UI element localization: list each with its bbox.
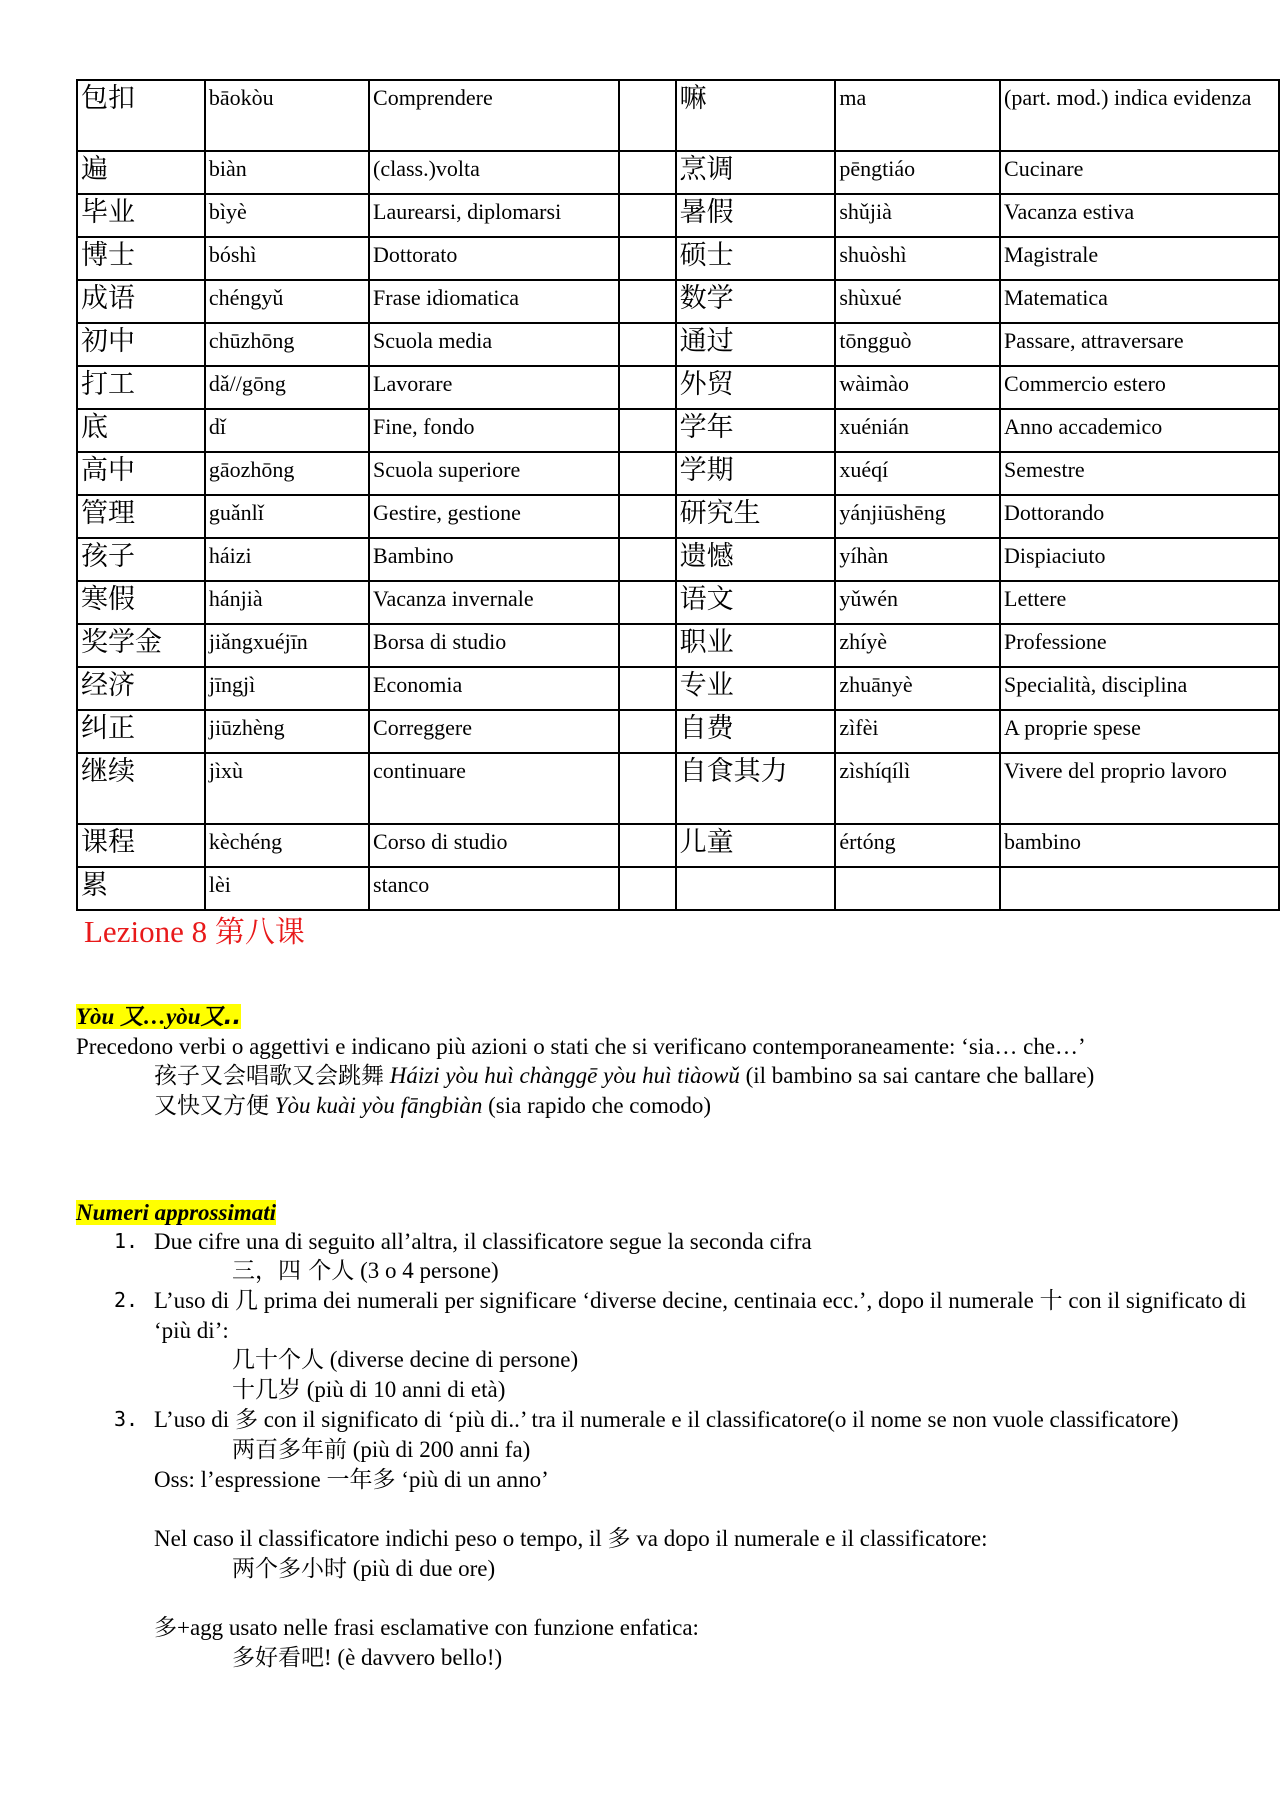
pinyin-cell: bìyè — [205, 194, 369, 237]
pinyin-cell: zhuānyè — [835, 667, 1000, 710]
meaning-cell: Corso di studio — [369, 824, 619, 867]
pinyin-cell: hánjià — [205, 581, 369, 624]
list-item: 1. Due cifre una di seguito all’altra, il classificatore segue la seconda cifra — [114, 1229, 812, 1254]
example-sentence: 两百多年前 (più di 200 anni fa) — [232, 1437, 531, 1463]
table-row — [77, 710, 1279, 753]
pinyin-cell: háizi — [205, 538, 369, 581]
pinyin-cell: tōngguò — [835, 323, 1000, 366]
hanzi-cell: 外贸 — [676, 366, 836, 409]
pinyin-cell: zìfèi — [835, 710, 1000, 753]
pinyin-cell: xuéqí — [835, 452, 1000, 495]
spacer-cell — [619, 237, 676, 280]
example-sentence: 三，四 个人 (3 o 4 persone) — [232, 1258, 499, 1284]
list-item: 3. L’uso di 多 con il significato di ‘più di..’ tra il numerale e il classificatore(o il nome se non vuole classificatore) — [114, 1407, 1179, 1433]
hanzi-cell: 奖学金 — [77, 624, 205, 667]
pinyin-cell: bāokòu — [205, 80, 369, 151]
pinyin-cell: dǐ — [205, 409, 369, 452]
spacer-cell — [619, 409, 676, 452]
table-row — [77, 194, 1279, 237]
table-row — [77, 753, 1279, 824]
section-text: Precedono verbi o aggettivi e indicano più azioni o stati che si verificano contemporaneamente: ‘sia… che…’ — [76, 1034, 1086, 1059]
pinyin-cell: shǔjià — [835, 194, 1000, 237]
example-sentence: 又快又方便 Yòu kuài yòu fāngbiàn (sia rapido che comodo) — [154, 1093, 712, 1119]
meaning-cell: Lettere — [1000, 581, 1279, 624]
meaning-cell: continuare — [369, 753, 619, 824]
pinyin-cell: yánjiūshēng — [835, 495, 1000, 538]
hanzi-cell: 职业 — [676, 624, 836, 667]
hanzi-cell: 自食其力 — [676, 753, 836, 824]
section-numeri — [76, 1198, 1256, 1673]
hanzi-cell: 寒假 — [77, 581, 205, 624]
meaning-cell: Bambino — [369, 538, 619, 581]
example-sentence: 十几岁 (più di 10 anni di età) — [232, 1377, 506, 1403]
section-header-numeri: Numeri approssimati — [76, 1200, 277, 1225]
hanzi-cell: 经济 — [77, 667, 205, 710]
spacer-cell — [619, 452, 676, 495]
table-row — [77, 323, 1279, 366]
meaning-cell — [1000, 867, 1279, 910]
pinyin-cell: zhíyè — [835, 624, 1000, 667]
meaning-cell: Dottorando — [1000, 495, 1279, 538]
hanzi-cell: 烹调 — [676, 151, 836, 194]
meaning-cell: Anno accademico — [1000, 409, 1279, 452]
pinyin-cell: chéngyǔ — [205, 280, 369, 323]
pinyin-cell: guǎnlǐ — [205, 495, 369, 538]
spacer-cell — [619, 538, 676, 581]
meaning-cell: Semestre — [1000, 452, 1279, 495]
meaning-cell: Commercio estero — [1000, 366, 1279, 409]
spacer-cell — [619, 151, 676, 194]
meaning-cell: Comprendere — [369, 80, 619, 151]
meaning-cell: Vacanza invernale — [369, 581, 619, 624]
meaning-cell: Cucinare — [1000, 151, 1279, 194]
hanzi-cell: 继续 — [77, 753, 205, 824]
table-row — [77, 624, 1279, 667]
hanzi-cell: 遍 — [77, 151, 205, 194]
hanzi-cell: 自费 — [676, 710, 836, 753]
pinyin-cell: dǎ//gōng — [205, 366, 369, 409]
example-sentence: 两个多小时 (più di due ore) — [232, 1556, 496, 1582]
hanzi-cell: 纠正 — [77, 710, 205, 753]
pinyin-cell: lèi — [205, 867, 369, 910]
pinyin-cell: pēngtiáo — [835, 151, 1000, 194]
pinyin-cell: yíhàn — [835, 538, 1000, 581]
hanzi-cell: 学期 — [676, 452, 836, 495]
meaning-cell: Frase idiomatica — [369, 280, 619, 323]
spacer-cell — [619, 366, 676, 409]
pinyin-cell: jīngjì — [205, 667, 369, 710]
meaning-cell: Matematica — [1000, 280, 1279, 323]
meaning-cell: Specialità, disciplina — [1000, 667, 1279, 710]
table-row — [77, 867, 1279, 910]
spacer-cell — [619, 753, 676, 824]
hanzi-cell — [676, 867, 836, 910]
meaning-cell: Scuola media — [369, 323, 619, 366]
hanzi-cell: 底 — [77, 409, 205, 452]
pinyin-cell: yǔwén — [835, 581, 1000, 624]
meaning-cell: Correggere — [369, 710, 619, 753]
spacer-cell — [619, 323, 676, 366]
meaning-cell: Dottorato — [369, 237, 619, 280]
spacer-cell — [619, 495, 676, 538]
table-row — [77, 495, 1279, 538]
example-sentence: 几十个人 (diverse decine di persone) — [232, 1347, 579, 1373]
table-row — [77, 151, 1279, 194]
pinyin-cell: zìshíqílì — [835, 753, 1000, 824]
spacer-cell — [619, 867, 676, 910]
pinyin-cell: chūzhōng — [205, 323, 369, 366]
hanzi-cell: 通过 — [676, 323, 836, 366]
spacer-cell — [619, 80, 676, 151]
pinyin-cell: gāozhōng — [205, 452, 369, 495]
hanzi-cell: 管理 — [77, 495, 205, 538]
hanzi-cell: 孩子 — [77, 538, 205, 581]
spacer-cell — [619, 280, 676, 323]
meaning-cell: A proprie spese — [1000, 710, 1279, 753]
meaning-cell: Vacanza estiva — [1000, 194, 1279, 237]
meaning-cell: Scuola superiore — [369, 452, 619, 495]
meaning-cell: Lavorare — [369, 366, 619, 409]
hanzi-cell: 包扣 — [77, 80, 205, 151]
spacer-cell — [619, 710, 676, 753]
pinyin-cell: shùxué — [835, 280, 1000, 323]
hanzi-cell: 专业 — [676, 667, 836, 710]
pinyin-cell: kèchéng — [205, 824, 369, 867]
meaning-cell: Laurearsi, diplomarsi — [369, 194, 619, 237]
meaning-cell: Vivere del proprio lavoro — [1000, 753, 1279, 824]
pinyin-cell: xuénián — [835, 409, 1000, 452]
hanzi-cell: 研究生 — [676, 495, 836, 538]
hanzi-cell: 语文 — [676, 581, 836, 624]
spacer-cell — [619, 624, 676, 667]
observation: Oss: l’espressione 一年多 ‘più di un anno’ — [154, 1467, 549, 1493]
section-header-you-you: Yòu 又…yòu又.. — [76, 1004, 242, 1030]
table-row — [77, 80, 1279, 151]
meaning-cell: Gestire, gestione — [369, 495, 619, 538]
hanzi-cell: 博士 — [77, 237, 205, 280]
pinyin-cell: shuòshì — [835, 237, 1000, 280]
meaning-cell: stanco — [369, 867, 619, 910]
hanzi-cell: 课程 — [77, 824, 205, 867]
pinyin-cell: értóng — [835, 824, 1000, 867]
list-item: 2. L’uso di 几 prima dei numerali per significare ‘diverse decine, centinaia ecc.’, dopo il numerale 十 con il significato di ‘più di’: — [114, 1288, 1247, 1343]
hanzi-cell: 暑假 — [676, 194, 836, 237]
example-sentence: 孩子又会唱歌又会跳舞 Háizi yòu huì chànggē yòu huì tiàowǔ (il bambino sa sai cantare che ballare) — [154, 1063, 1095, 1089]
pinyin-cell: biàn — [205, 151, 369, 194]
hanzi-cell: 学年 — [676, 409, 836, 452]
exclamative-note: 多+agg usato nelle frasi esclamative con funzione enfatica: — [154, 1615, 699, 1641]
spacer-cell — [619, 824, 676, 867]
table-row — [77, 366, 1279, 409]
vocabulary-table — [76, 79, 1280, 911]
meaning-cell: Borsa di studio — [369, 624, 619, 667]
hanzi-cell: 数学 — [676, 280, 836, 323]
spacer-cell — [619, 194, 676, 237]
spacer-cell — [619, 667, 676, 710]
pinyin-cell: jiūzhèng — [205, 710, 369, 753]
table-row — [77, 824, 1279, 867]
meaning-cell: Passare, attraversare — [1000, 323, 1279, 366]
pinyin-cell — [835, 867, 1000, 910]
lesson-title: Lezione 8 第八课 — [84, 914, 305, 950]
pinyin-cell: bóshì — [205, 237, 369, 280]
hanzi-cell: 硕士 — [676, 237, 836, 280]
pinyin-cell: wàimào — [835, 366, 1000, 409]
meaning-cell: bambino — [1000, 824, 1279, 867]
table-row — [77, 452, 1279, 495]
hanzi-cell: 高中 — [77, 452, 205, 495]
table-row — [77, 538, 1279, 581]
table-row — [77, 237, 1279, 280]
pinyin-cell: ma — [835, 80, 1000, 151]
hanzi-cell: 成语 — [77, 280, 205, 323]
hanzi-cell: 毕业 — [77, 194, 205, 237]
meaning-cell: (part. mod.) indica evidenza — [1000, 80, 1279, 151]
meaning-cell: Magistrale — [1000, 237, 1279, 280]
pinyin-cell: jiǎngxuéjīn — [205, 624, 369, 667]
hanzi-cell: 累 — [77, 867, 205, 910]
meaning-cell: Dispiaciuto — [1000, 538, 1279, 581]
meaning-cell: Professione — [1000, 624, 1279, 667]
hanzi-cell: 遗憾 — [676, 538, 836, 581]
table-row — [77, 667, 1279, 710]
hanzi-cell: 打工 — [77, 366, 205, 409]
hanzi-cell: 嘛 — [676, 80, 836, 151]
example-sentence: 多好看吧! (è davvero bello!) — [232, 1645, 503, 1671]
hanzi-cell: 儿童 — [676, 824, 836, 867]
section-you-you — [76, 1002, 1256, 1121]
table-row — [77, 409, 1279, 452]
meaning-cell: (class.)volta — [369, 151, 619, 194]
table-row — [77, 581, 1279, 624]
hanzi-cell: 初中 — [77, 323, 205, 366]
spacer-cell — [619, 581, 676, 624]
pinyin-cell: jìxù — [205, 753, 369, 824]
meaning-cell: Economia — [369, 667, 619, 710]
weight-time-note: Nel caso il classificatore indichi peso o tempo, il 多 va dopo il numerale e il classificatore: — [154, 1526, 988, 1552]
table-row — [77, 280, 1279, 323]
meaning-cell: Fine, fondo — [369, 409, 619, 452]
